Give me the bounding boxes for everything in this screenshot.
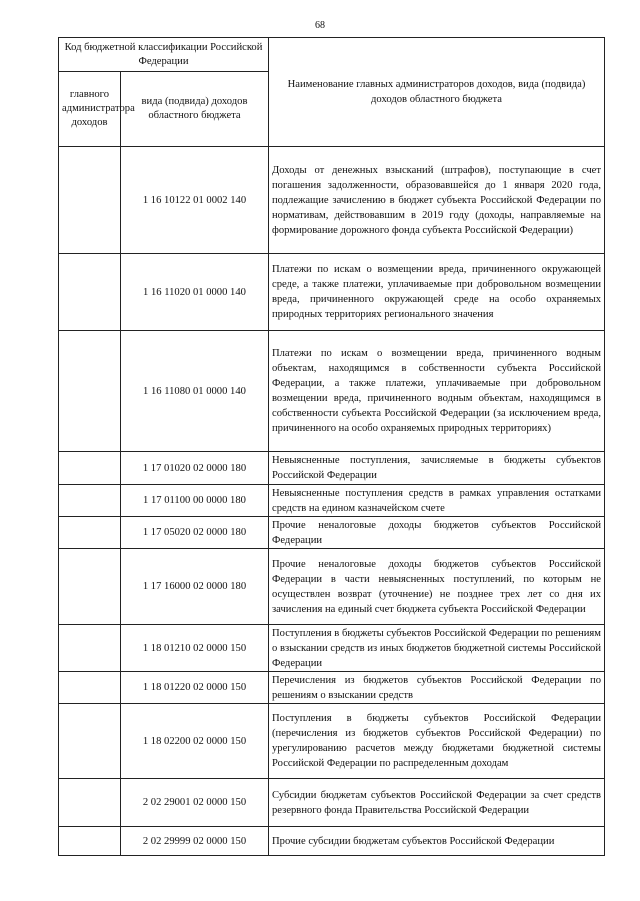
admin-cell <box>59 779 121 827</box>
name-cell: Поступления в бюджеты субъектов Российской Федерации по решениям о взыскании средств из иных бюджетов бюджетной системы Российской Федерации <box>269 625 605 672</box>
admin-cell <box>59 625 121 672</box>
table-row <box>59 485 605 517</box>
name-cell: Поступления в бюджеты субъектов Российской Федерации (перечисления из бюджетов субъектов Российской Федерации) по урегулированию расчетов между бюджетами бюджетной системы Российской Федерации по распределенным доходам <box>269 704 605 779</box>
code-cell: 1 18 01210 02 0000 150 <box>121 625 269 672</box>
table-row <box>59 254 605 331</box>
table-row <box>59 549 605 625</box>
header-admin-column: главного администратора доходов <box>59 72 121 147</box>
code-cell: 1 16 10122 01 0002 140 <box>121 147 269 254</box>
name-cell: Субсидии бюджетам субъектов Российской Федерации за счет средств резервного фонда Правительства Российской Федерации <box>269 779 605 827</box>
code-cell: 1 17 01100 00 0000 180 <box>121 485 269 517</box>
admin-cell <box>59 517 121 549</box>
name-cell: Прочие неналоговые доходы бюджетов субъектов Российской Федерации <box>269 517 605 549</box>
table-row <box>59 779 605 827</box>
name-cell: Перечисления из бюджетов субъектов Российской Федерации по решениям о взыскании средств <box>269 672 605 704</box>
table-row <box>59 672 605 704</box>
code-cell: 1 16 11080 01 0000 140 <box>121 331 269 452</box>
admin-cell <box>59 452 121 485</box>
name-cell: Прочие субсидии бюджетам субъектов Российской Федерации <box>269 827 605 856</box>
admin-cell <box>59 827 121 856</box>
admin-cell <box>59 672 121 704</box>
name-cell: Невыясненные поступления средств в рамках управления остатками средств на едином казначейском счете <box>269 485 605 517</box>
admin-cell <box>59 485 121 517</box>
admin-cell <box>59 704 121 779</box>
code-cell: 1 17 16000 02 0000 180 <box>121 549 269 625</box>
page-number: 68 <box>315 20 325 31</box>
code-cell: 1 17 01020 02 0000 180 <box>121 452 269 485</box>
table-row <box>59 147 605 254</box>
table-row <box>59 517 605 549</box>
name-cell: Прочие неналоговые доходы бюджетов субъектов Российской Федерации в части невыясненных поступлений, по которым не осуществлен возврат (уточнение) не позднее трех лет со дня их зачисления на единый счет бюджета субъекта Российской Федерации <box>269 549 605 625</box>
name-cell: Платежи по искам о возмещении вреда, причиненного окружающей среде, а также платежи, уплачиваемые при добровольном возмещении вреда, причиненного окружающей среде на особо охраняемых природных территориях регионального значения <box>269 254 605 331</box>
admin-cell <box>59 331 121 452</box>
admin-cell <box>59 549 121 625</box>
table-row <box>59 827 605 856</box>
admin-cell <box>59 254 121 331</box>
code-cell: 1 17 05020 02 0000 180 <box>121 517 269 549</box>
code-cell: 2 02 29001 02 0000 150 <box>121 779 269 827</box>
table-body <box>59 147 605 856</box>
code-cell: 2 02 29999 02 0000 150 <box>121 827 269 856</box>
table-row <box>59 452 605 485</box>
name-cell: Платежи по искам о возмещении вреда, причиненного водным объектам, находящимся в собственности субъекта Российской Федерации, а также платежи, уплачиваемые при добровольном возмещении вреда, причиненного водным объектам, находящимся в собственности субъекта Российской Федерации (за исключением вреда, причиненного на особо охраняемых природных территориях) <box>269 331 605 452</box>
table-header <box>59 38 605 147</box>
admin-cell <box>59 147 121 254</box>
header-name-column: Наименование главных администраторов доходов, вида (подвида) доходов областного бюджета <box>269 38 605 147</box>
table-row <box>59 625 605 672</box>
header-code-column: вида (подвида) доходов областного бюджета <box>121 72 269 147</box>
name-cell: Невыясненные поступления, зачисляемые в бюджеты субъектов Российской Федерации <box>269 452 605 485</box>
table-row <box>59 704 605 779</box>
revenue-classification-table <box>58 37 605 856</box>
code-cell: 1 16 11020 01 0000 140 <box>121 254 269 331</box>
table-row <box>59 331 605 452</box>
name-cell: Доходы от денежных взысканий (штрафов), поступающие в счет погашения задолженности, образовавшейся до 1 января 2020 года, подлежащие зачислению в бюджет субъекта Российской Федерации по нормативам, действовавшим в 2019 году (доходы, направляемые на формирование дорожного фонда субъекта Российской Федерации) <box>269 147 605 254</box>
code-cell: 1 18 02200 02 0000 150 <box>121 704 269 779</box>
header-classification-group: Код бюджетной классификации Российской Федерации <box>59 38 269 72</box>
code-cell: 1 18 01220 02 0000 150 <box>121 672 269 704</box>
